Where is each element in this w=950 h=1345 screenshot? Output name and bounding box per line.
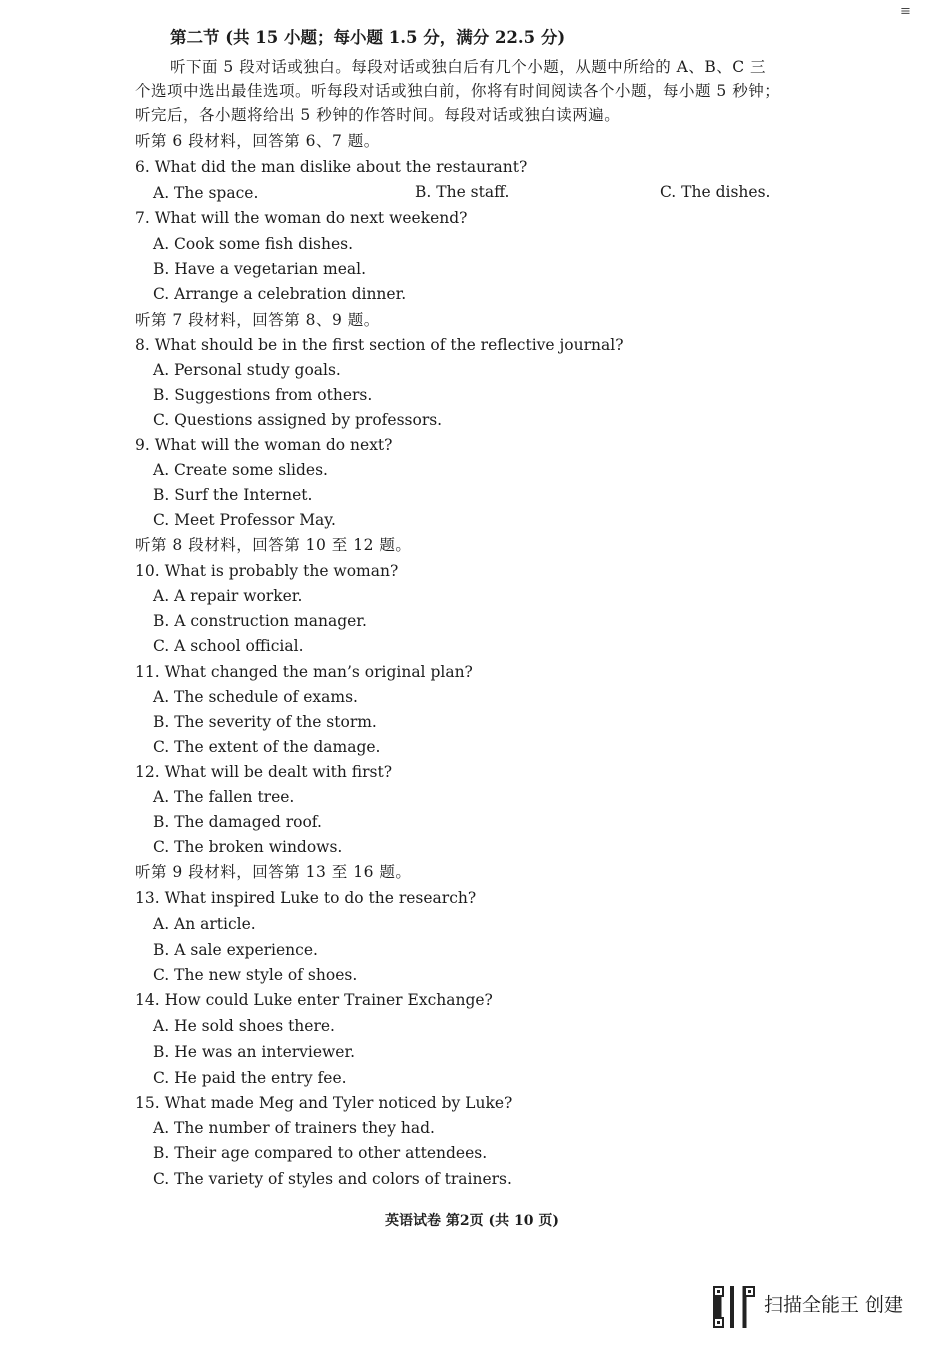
option-c: C. Arrange a celebration dinner. [153,285,407,303]
option-a: A. The space. [153,184,259,202]
question-stem: 15. What made Meg and Tyler noticed by Luke? [135,1094,513,1112]
option-a: A. Cook some fish dishes. [153,235,354,253]
scanner-watermark: 扫描全能王 创建 [764,1294,904,1316]
group-heading: 听第 7 段材料，回答第 8、9 题。 [135,311,380,329]
option-c: C. The dishes. [660,183,771,201]
option-c: C. A school official. [153,637,304,655]
option-b: B. Their age compared to other attendees. [153,1144,488,1162]
option-b: B. The severity of the storm. [153,713,377,731]
page-footer: 英语试卷 第2页 (共 10 页) [385,1213,559,1229]
option-a: A. The number of trainers they had. [153,1119,435,1137]
group-heading: 听第 6 段材料，回答第 6、7 题。 [135,132,380,150]
question-stem: 7. What will the woman do next weekend? [135,209,468,227]
instructions-line-3: 听完后，各小题将给出 5 秒钟的作答时间。每段对话或独白读两遍。 [135,106,621,124]
section-title: 第二节 (共 15 小题；每小题 1.5 分，满分 22.5 分) [170,28,566,47]
option-a: A. The fallen tree. [153,788,295,806]
group-heading: 听第 9 段材料，回答第 13 至 16 题。 [135,863,412,881]
instructions-line-1: 听下面 5 段对话或独白。每段对话或独白后有几个小题，从题中所给的 A、B、C 三 [170,58,767,76]
question-stem: 8. What should be in the first section of the reflective journal? [135,336,624,354]
option-c: C. The broken windows. [153,838,343,856]
option-b: B. The staff. [415,183,510,201]
question-stem: 9. What will the woman do next? [135,436,393,454]
question-stem: 12. What will be dealt with first? [135,763,393,781]
option-b: B. Suggestions from others. [153,386,373,404]
option-a: A. The schedule of exams. [153,688,358,706]
qr-code-icon [713,1286,755,1328]
option-c: C. He paid the entry fee. [153,1069,347,1087]
option-b: B. Have a vegetarian meal. [153,260,367,278]
option-b: B. A construction manager. [153,612,367,630]
option-b: B. A sale experience. [153,941,318,959]
option-c: C. The variety of styles and colors of trainers. [153,1170,512,1188]
option-c: C. The extent of the damage. [153,738,381,756]
option-a: A. An article. [153,915,256,933]
question-stem: 10. What is probably the woman? [135,562,399,580]
edge-mark: ≡ [900,4,911,19]
option-a: A. Create some slides. [153,461,328,479]
question-stem: 13. What inspired Luke to do the research? [135,889,477,907]
option-c: C. Meet Professor May. [153,511,336,529]
instructions-line-2: 个选项中选出最佳选项。听每段对话或独白前，你将有时间阅读各个小题，每小题 5 秒钟； [135,82,781,100]
question-stem: 14. How could Luke enter Trainer Exchange? [135,991,493,1009]
option-b: B. He was an interviewer. [153,1043,356,1061]
question-stem: 6. What did the man dislike about the restaurant? [135,158,528,176]
option-c: C. Questions assigned by professors. [153,411,443,429]
option-b: B. The damaged roof. [153,813,322,831]
question-stem: 11. What changed the man’s original plan? [135,663,473,681]
option-c: C. The new style of shoes. [153,966,358,984]
option-a: A. Personal study goals. [153,361,341,379]
option-b: B. Surf the Internet. [153,486,313,504]
group-heading: 听第 8 段材料，回答第 10 至 12 题。 [135,536,412,554]
option-a: A. A repair worker. [153,587,303,605]
option-a: A. He sold shoes there. [153,1017,335,1035]
